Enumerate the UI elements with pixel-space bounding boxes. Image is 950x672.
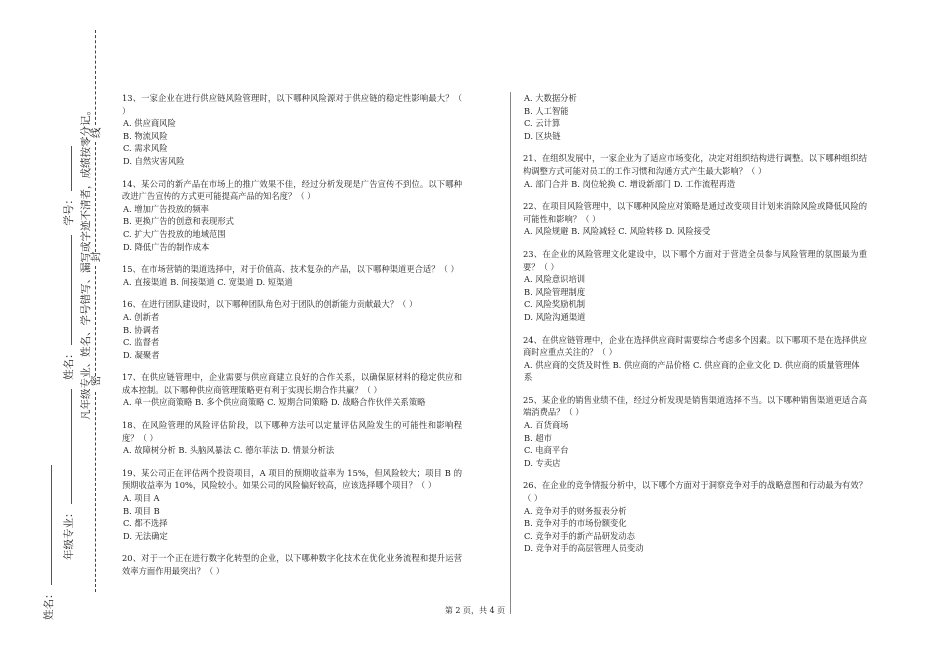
major-field[interactable] <box>60 389 72 504</box>
answer-option: A. 供应商风险 <box>123 118 176 129</box>
answer-option: A. 直接渠道 B. 间接渠道 C. 宽渠道 D. 短渠道 <box>123 276 293 287</box>
question-text: 25、某企业的销售业绩不佳，经过分析发现是销售渠道选择不当。以下哪种销售渠道更适合高端消费品？（ ） <box>523 394 867 418</box>
left-question-column <box>122 92 462 588</box>
answer-option: B. 项目 B <box>123 505 160 516</box>
answer-option: C. 都不选择 <box>123 518 168 529</box>
answer-option: A. 增加广告投放的频率 <box>123 203 209 214</box>
question-text: 24、在供应链管理中，企业在选择供应商时需要综合考虑多个因素。以下哪项不是在选择供应商时应重点关注的？（ ） <box>523 334 867 358</box>
answer-option: B. 协调者 <box>123 324 160 335</box>
question-block <box>523 200 867 238</box>
question-block <box>122 178 462 254</box>
question-block <box>523 152 867 190</box>
binding-note: 凡年级专业、姓名、学号错写、漏写或字迹不清者，成绩按零分记。 <box>80 105 92 420</box>
question-text: 16、在进行团队建设时，以下哪种团队角色对于团队的创新能力贡献最大？（ ） <box>122 299 418 310</box>
answer-option: A. 大数据分析 <box>524 93 577 103</box>
seal-char-feng: 封 <box>90 251 102 262</box>
question-block <box>122 467 462 543</box>
name-field[interactable] <box>60 235 72 345</box>
answer-option: A. 风险规避 B. 风险减轻 C. 风险转移 D. 风险接受 <box>524 226 711 237</box>
seal-char-mi: 密 <box>90 375 102 386</box>
answer-option: B. 竞争对手的市场份额变化 <box>524 518 627 529</box>
major-label: 年级专业： <box>63 507 75 560</box>
answer-option: B. 风险管理制度 <box>524 286 586 297</box>
answer-option: D. 区块链 <box>524 130 561 141</box>
question-text: 20、对于一个正在进行数字化转型的企业，以下哪种数字化技术在优化业务流程和提升运营效率方面作用最突出？（ ） <box>122 553 462 576</box>
answer-option: C. 需求风险 <box>123 143 168 154</box>
answer-option: D. 降低广告的制作成本 <box>123 241 210 252</box>
answer-option: C. 扩大广告投放的地域范围 <box>123 228 226 239</box>
question-text: 14、某公司的新产品在市场上的推广效果不佳，经过分析发现是广告宣传不到位。以下哪种改进广告宣传的方式更可能提高产品的知名度？（ ） <box>122 178 462 202</box>
answer-option: C. 电商平台 <box>524 445 569 456</box>
student-id-field[interactable] <box>60 146 72 191</box>
answer-option: D. 自然灾害风险 <box>123 155 185 166</box>
binding-col-2 <box>60 0 76 560</box>
question-text: 13、一家企业在进行供应链风险管理时，以下哪种风险源对于供应链的稳定性影响最大？（ ） <box>122 93 462 116</box>
station-label: 姓名： <box>43 588 55 620</box>
binding-margin <box>0 0 115 672</box>
answer-option: A. 项目 A <box>123 493 160 504</box>
cut-line-lower <box>95 266 96 376</box>
question-block <box>122 92 462 168</box>
answer-option: D. 凝聚者 <box>123 349 160 360</box>
question-text: 18、在风险管理的风险评估阶段，以下哪种方法可以定量评估风险发生的可能性和影响程度？（ ） <box>122 420 462 443</box>
question-block <box>122 298 462 361</box>
answer-option: D. 无法确定 <box>123 530 168 541</box>
seal-char-xian: 线 <box>90 127 102 138</box>
answer-option: A. 百货商场 <box>524 420 569 431</box>
student-id-label: 学号： <box>63 194 75 226</box>
question-text: 17、在供应链管理中，企业需要与供应商建立良好的合作关系，以确保原材料的稳定供应和成本控制。以下哪种供应商管理策略更有利于实现长期合作共赢？（ ） <box>122 372 462 395</box>
question-text: 23、在企业的风险管理文化建设中，以下哪个方面对于营造全员参与风险管理的氛围最为重要？（ ） <box>523 248 867 272</box>
column-divider <box>510 92 511 614</box>
answer-option: A. 单一供应商策略 B. 多个供应商策略 C. 短期合同策略 D. 战略合作伙伴关系策略 <box>123 397 426 408</box>
answer-option: D. 风险沟通渠道 <box>524 311 586 322</box>
answer-option: A. 部门合并 B. 岗位轮换 C. 增设新部门 D. 工作流程再造 <box>524 178 736 189</box>
answer-option: C. 风险奖励机制 <box>524 299 586 310</box>
question-text: 21、在组织发展中，一家企业为了适应市场变化，决定对组织结构进行调整。以下哪种组织结构调整方式可能对员工的工作习惯和沟通方式产生最大影响？（ ） <box>523 153 867 176</box>
answer-option: A. 风险意识培训 <box>524 274 586 285</box>
answer-option: A. 故障树分析 B. 头脑风暴法 C. 德尔菲法 D. 情景分析法 <box>123 445 335 456</box>
question-block <box>523 394 867 470</box>
answer-option: A. 创新者 <box>123 311 160 322</box>
answer-option: D. 竞争对手的高层管理人员变动 <box>524 543 644 554</box>
answer-option: C. 监督者 <box>123 337 160 348</box>
question-block <box>122 263 462 288</box>
question-block <box>523 248 867 324</box>
answer-option: B. 人工智能 <box>524 105 569 116</box>
answer-option: B. 超市 <box>524 432 552 443</box>
name-label: 姓名： <box>63 348 75 380</box>
question-text: 19、某公司正在评估两个投资项目，A 项目的预期收益率为 15%，但风险较大；项目 B 的预期收益率为 10%，风险较小。如果公司的风险偏好较高，应该选择哪个项目？（ ） <box>122 467 462 491</box>
question-block <box>523 92 867 142</box>
binding-col-1 <box>40 20 56 620</box>
cut-line-middle <box>95 142 96 252</box>
question-text: 26、在企业的竞争情报分析中，以下哪个方面对于洞察竞争对手的战略意图和行动最为有效？（ ） <box>523 480 867 504</box>
question-block <box>122 419 462 457</box>
right-question-column <box>523 92 867 565</box>
page-footer: 第 2 页，共 4 页 <box>444 606 506 615</box>
answer-option: D. 专卖店 <box>524 457 561 468</box>
answer-option: C. 竞争对手的新产品研发动态 <box>524 530 635 541</box>
binding-col-3 <box>78 0 94 420</box>
question-block <box>122 371 462 409</box>
answer-option: B. 物流风险 <box>123 130 168 141</box>
answer-option: A. 供应商的交货及时性 B. 供应商的产品价格 C. 供应商的企业文化 D. 供应商的质量管理体系 <box>524 359 860 383</box>
answer-option: A. 竞争对手的财务报表分析 <box>524 505 627 516</box>
question-text: 15、在市场营销的渠道选择中，对于价值高、技术复杂的产品，以下哪种渠道更合适？（ ） <box>122 264 459 275</box>
question-text: 22、在项目风险管理中，以下哪种风险应对策略是通过改变项目计划来消除风险或降低风险的可能性和影响？（ ） <box>523 201 867 224</box>
answer-option: C. 云计算 <box>524 118 561 129</box>
question-block <box>523 334 867 384</box>
cut-line-top <box>95 30 96 125</box>
cut-line-bottom <box>95 392 96 592</box>
station-field[interactable] <box>40 465 52 585</box>
answer-option: B. 更换广告的创意和表现形式 <box>123 216 234 227</box>
question-block <box>523 479 867 555</box>
question-block <box>122 552 462 577</box>
